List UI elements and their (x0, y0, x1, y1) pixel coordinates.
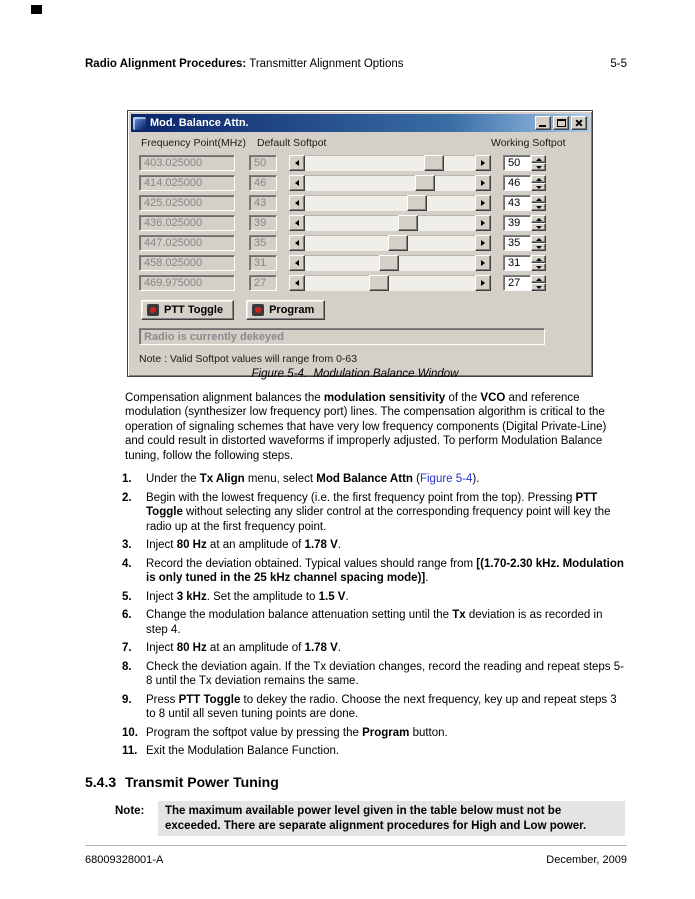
step-number: 7. (122, 642, 132, 654)
slider-thumb[interactable] (398, 215, 418, 231)
text-segment: 1.78 V (304, 539, 338, 551)
right-arrow-icon (481, 280, 485, 286)
text-segment: deviation is as recorded in step 4. (146, 609, 603, 636)
up-arrow-icon (536, 238, 542, 241)
slider-track[interactable] (305, 215, 475, 231)
working-softpot-field[interactable]: 31 (503, 255, 531, 271)
slider-right-arrow-button[interactable] (475, 155, 491, 171)
text-segment: Tx Align (199, 473, 245, 485)
text-segment: [(1.70-2.30 kHz. Modulation is only tuned in the 25 kHz channel spacing mode)] (146, 557, 624, 584)
header-chapter: Radio Alignment Procedures: (85, 58, 247, 70)
step-number: 1. (122, 473, 132, 485)
working-softpot-spinner (503, 215, 548, 231)
maximize-button[interactable] (553, 116, 569, 130)
step-text (146, 744, 625, 759)
text-segment: . (345, 590, 349, 603)
section-title: Transmit Power Tuning (125, 773, 279, 790)
frequency-field: 414.025000 (139, 175, 235, 191)
step-item (122, 608, 625, 637)
default-softpot-field: 31 (249, 255, 277, 271)
right-arrow-icon (481, 200, 485, 206)
column-headers (139, 137, 581, 151)
text-segment: 80 Hz (176, 642, 207, 654)
spinner-down-button[interactable] (531, 263, 546, 271)
step-number: 8. (122, 660, 132, 673)
step-text (146, 472, 625, 487)
spinner-up-button[interactable] (531, 255, 546, 263)
working-softpot-spinner (503, 175, 548, 191)
text-segment: ( (412, 473, 420, 485)
softpot-range-note: Note : Valid Softpot values will range from 0-63 (139, 353, 358, 365)
slider-track[interactable] (305, 275, 475, 291)
step-number: 5. (122, 590, 132, 603)
minimize-icon (539, 125, 546, 127)
frequency-field: 458.025000 (139, 255, 235, 271)
document-body (85, 367, 625, 836)
program-button[interactable] (246, 300, 325, 320)
footer-part-number: 68009328001-A (85, 854, 164, 866)
working-softpot-spinner (503, 255, 548, 271)
window-body (131, 132, 589, 373)
step-text (146, 693, 625, 722)
text-segment: Check the deviation again. If the Tx deviation changes, record the reading and repeat steps 5-8 until the Tx deviation remains the same. (146, 660, 624, 687)
down-arrow-icon (536, 206, 542, 209)
spinner-up-button[interactable] (531, 215, 546, 223)
figure-caption: Figure 5-4. Modulation Balance Window (251, 368, 459, 380)
step-item (122, 726, 625, 741)
window-controls (533, 116, 587, 130)
note-label: Note: (115, 805, 145, 817)
working-softpot-field[interactable]: 50 (503, 155, 531, 171)
running-header (85, 58, 403, 70)
ptt-toggle-button[interactable] (141, 300, 234, 320)
left-arrow-icon (295, 240, 299, 246)
spinner-buttons (531, 235, 546, 251)
text-segment: Begin with the lowest frequency (i.e. the first frequency point from the top). Pressing (146, 491, 576, 504)
text-segment: of the (445, 391, 481, 404)
step-item (122, 660, 625, 689)
text-segment: button. (409, 726, 448, 739)
print-registration-mark (31, 5, 42, 14)
slider-thumb[interactable] (388, 235, 408, 251)
slider-left-arrow-button[interactable] (289, 235, 305, 251)
section-number: 5.4.3 (85, 773, 117, 790)
text-segment: PTT Toggle (146, 491, 598, 518)
step-number: 2. (122, 491, 132, 504)
footer-date: December, 2009 (546, 854, 627, 866)
up-arrow-icon (536, 218, 542, 221)
softpot-row (139, 153, 581, 173)
right-arrow-icon (481, 160, 485, 166)
page-footer (85, 845, 627, 866)
text-segment: Exit the Modulation Balance Function. (146, 745, 340, 757)
step-item (122, 641, 625, 656)
slider-thumb[interactable] (407, 195, 427, 211)
page-number: 5-5 (610, 58, 627, 70)
program-label: Program (269, 304, 315, 316)
text-segment: Change the modulation balance attenuation setting until the (146, 609, 453, 621)
down-arrow-icon (536, 166, 542, 169)
text-segment: Tx (452, 609, 466, 621)
mod-balance-attn-window (127, 110, 593, 377)
step-number: 11. (122, 745, 138, 757)
slider-right-arrow-button[interactable] (475, 235, 491, 251)
step-item (122, 557, 625, 586)
note-box: The maximum available power level given in the table below must not be exceeded. There are separate alignment procedures for High and Low power. (158, 801, 625, 836)
slider-track[interactable] (305, 175, 475, 191)
down-arrow-icon (536, 186, 542, 189)
window-title: Mod. Balance Attn. (150, 117, 249, 129)
text-segment: . (425, 572, 429, 584)
working-softpot-field[interactable]: 39 (503, 215, 531, 231)
softpot-row (139, 253, 581, 273)
left-arrow-icon (295, 260, 299, 266)
softpot-slider[interactable] (289, 235, 491, 251)
step-number: 4. (122, 557, 132, 570)
step-item (122, 693, 625, 722)
section-heading (85, 775, 625, 790)
spinner-up-button[interactable] (531, 275, 546, 283)
step-number: 9. (122, 693, 132, 706)
step-text (146, 641, 625, 656)
column-header-working-softpot: Working Softpot (491, 137, 566, 149)
slider-right-arrow-button[interactable] (475, 195, 491, 211)
text-segment: modulation sensitivity (323, 391, 446, 404)
radio-status-field: Radio is currently dekeyed (139, 328, 545, 345)
program-icon (252, 304, 264, 316)
slider-right-arrow-button[interactable] (475, 215, 491, 231)
slider-right-arrow-button[interactable] (475, 275, 491, 291)
slider-thumb[interactable] (379, 255, 399, 271)
default-softpot-field: 27 (249, 275, 277, 291)
step-item (122, 538, 625, 553)
step-number: 10. (122, 726, 138, 739)
text-segment: . (337, 642, 341, 654)
slider-left-arrow-button[interactable] (289, 275, 305, 291)
left-arrow-icon (295, 280, 299, 286)
text-segment: PTT Toggle (178, 693, 241, 706)
slider-thumb[interactable] (415, 175, 435, 191)
step-item (122, 472, 625, 487)
working-softpot-field[interactable]: 43 (503, 195, 531, 211)
frequency-field: 469.975000 (139, 275, 235, 291)
frequency-field: 447.025000 (139, 235, 235, 251)
softpot-slider[interactable] (289, 155, 491, 171)
page-header (85, 58, 627, 70)
ptt-toggle-icon (147, 304, 159, 316)
right-arrow-icon (481, 220, 485, 226)
slider-track[interactable] (305, 235, 475, 251)
ptt-toggle-label: PTT Toggle (164, 304, 224, 316)
text-segment: Inject (146, 590, 177, 603)
cross-reference-link[interactable]: Figure 5-4 (419, 473, 473, 485)
text-segment: Mod Balance Attn (316, 473, 413, 485)
spinner-up-button[interactable] (531, 235, 546, 243)
up-arrow-icon (536, 278, 542, 281)
down-arrow-icon (536, 226, 542, 229)
softpot-row (139, 273, 581, 293)
text-segment: . Set the amplitude to (206, 590, 319, 603)
down-arrow-icon (536, 286, 542, 289)
softpot-row (139, 233, 581, 253)
text-segment: 1.5 V (318, 590, 346, 603)
column-header-frequency: Frequency Point(MHz) (141, 137, 247, 149)
text-segment: Press (146, 693, 179, 706)
spinner-down-button[interactable] (531, 283, 546, 291)
working-softpot-field[interactable]: 35 (503, 235, 531, 251)
softpot-row (139, 173, 581, 193)
step-text (146, 491, 625, 535)
spinner-down-button[interactable] (531, 183, 546, 191)
softpot-slider[interactable] (289, 255, 491, 271)
slider-track[interactable] (305, 155, 475, 171)
note-block (115, 801, 625, 836)
spinner-buttons (531, 215, 546, 231)
text-segment: Inject (146, 642, 177, 654)
spinner-up-button[interactable] (531, 155, 546, 163)
spinner-up-button[interactable] (531, 175, 546, 183)
slider-left-arrow-button[interactable] (289, 215, 305, 231)
window-titlebar[interactable] (131, 114, 589, 132)
default-softpot-field: 43 (249, 195, 277, 211)
dialog-buttons (139, 300, 581, 320)
slider-track[interactable] (305, 255, 475, 271)
spinner-buttons (531, 155, 546, 171)
text-segment: Program the softpot value by pressing the (146, 726, 363, 739)
spinner-buttons (531, 275, 546, 291)
text-segment: and reference modulation (synthesizer low frequency port) lines. The compensation algorithm is critical to the operation of signaling schemes that have very low frequency components (Digital Private-Line) and could result in distorted waveforms if improperly adjusted. To perform Modulation Balance tuning, follow the following steps. (125, 391, 607, 462)
slider-right-arrow-button[interactable] (475, 255, 491, 271)
text-segment: Under the (146, 473, 200, 485)
slider-left-arrow-button[interactable] (289, 175, 305, 191)
down-arrow-icon (536, 266, 542, 269)
text-segment: 80 Hz (176, 539, 207, 551)
text-segment: at an amplitude of (206, 642, 305, 654)
text-segment: . (337, 539, 341, 551)
left-arrow-icon (295, 160, 299, 166)
spinner-buttons (531, 255, 546, 271)
spinner-down-button[interactable] (531, 203, 546, 211)
step-text (146, 557, 625, 586)
left-arrow-icon (295, 180, 299, 186)
text-segment: ). (472, 473, 480, 485)
spinner-buttons (531, 175, 546, 191)
text-segment: 1.78 V (304, 642, 338, 654)
down-arrow-icon (536, 246, 542, 249)
column-header-default-softpot: Default Softpot (257, 137, 327, 149)
frequency-field: 436.025000 (139, 215, 235, 231)
maximize-icon (557, 119, 566, 127)
working-softpot-spinner (503, 275, 548, 291)
softpot-slider[interactable] (289, 215, 491, 231)
spinner-down-button[interactable] (531, 223, 546, 231)
frequency-field: 403.025000 (139, 155, 235, 171)
step-item (122, 590, 625, 605)
right-arrow-icon (481, 180, 485, 186)
step-text (146, 538, 625, 553)
working-softpot-field[interactable]: 27 (503, 275, 531, 291)
close-icon (575, 119, 583, 127)
up-arrow-icon (536, 198, 542, 201)
slider-left-arrow-button[interactable] (289, 255, 305, 271)
softpot-row (139, 193, 581, 213)
softpot-slider[interactable] (289, 195, 491, 211)
minimize-button[interactable] (535, 116, 551, 130)
working-softpot-field[interactable]: 46 (503, 175, 531, 191)
text-segment: Compensation alignment balances the (125, 391, 324, 404)
text-segment: VCO (480, 391, 506, 404)
up-arrow-icon (536, 258, 542, 261)
working-softpot-spinner (503, 195, 548, 211)
step-text (146, 590, 625, 605)
procedure-steps (122, 472, 625, 759)
step-text (146, 726, 625, 741)
text-segment: 3 kHz (176, 590, 207, 603)
text-segment: to dekey the radio. Choose the next frequency, key up and repeat steps 3 to 8 until all seven tuning points are done. (146, 693, 617, 720)
step-item (122, 744, 625, 759)
text-segment: Inject (146, 539, 177, 551)
softpot-slider[interactable] (289, 175, 491, 191)
right-arrow-icon (481, 260, 485, 266)
slider-left-arrow-button[interactable] (289, 195, 305, 211)
spinner-down-button[interactable] (531, 163, 546, 171)
default-softpot-field: 50 (249, 155, 277, 171)
left-arrow-icon (295, 200, 299, 206)
working-softpot-spinner (503, 155, 548, 171)
text-segment: Record the deviation obtained. Typical values should range from (146, 557, 477, 570)
text-segment: without selecting any slider control at the corresponding frequency point will key the radio up at the first frequency point. (146, 506, 611, 533)
frequency-field: 425.025000 (139, 195, 235, 211)
step-item (122, 491, 625, 535)
slider-track[interactable] (305, 195, 475, 211)
working-softpot-spinner (503, 235, 548, 251)
text-segment: at an amplitude of (206, 539, 305, 551)
slider-thumb[interactable] (369, 275, 389, 291)
spinner-buttons (531, 195, 546, 211)
text-segment: menu, select (244, 473, 317, 485)
spinner-up-button[interactable] (531, 195, 546, 203)
slider-right-arrow-button[interactable] (475, 175, 491, 191)
text-segment: Program (362, 726, 410, 739)
step-number: 6. (122, 609, 132, 621)
default-softpot-field: 35 (249, 235, 277, 251)
default-softpot-field: 46 (249, 175, 277, 191)
intro-paragraph (125, 391, 625, 464)
header-section: Transmitter Alignment Options (246, 58, 404, 70)
softpot-row (139, 213, 581, 233)
softpot-slider[interactable] (289, 275, 491, 291)
up-arrow-icon (536, 178, 542, 181)
up-arrow-icon (536, 158, 542, 161)
close-button[interactable] (571, 116, 587, 130)
left-arrow-icon (295, 220, 299, 226)
step-text (146, 608, 625, 637)
slider-left-arrow-button[interactable] (289, 155, 305, 171)
default-softpot-field: 39 (249, 215, 277, 231)
step-number: 3. (122, 539, 132, 551)
right-arrow-icon (481, 240, 485, 246)
window-icon[interactable] (133, 117, 146, 130)
step-text (146, 660, 625, 689)
spinner-down-button[interactable] (531, 243, 546, 251)
slider-thumb[interactable] (424, 155, 444, 171)
